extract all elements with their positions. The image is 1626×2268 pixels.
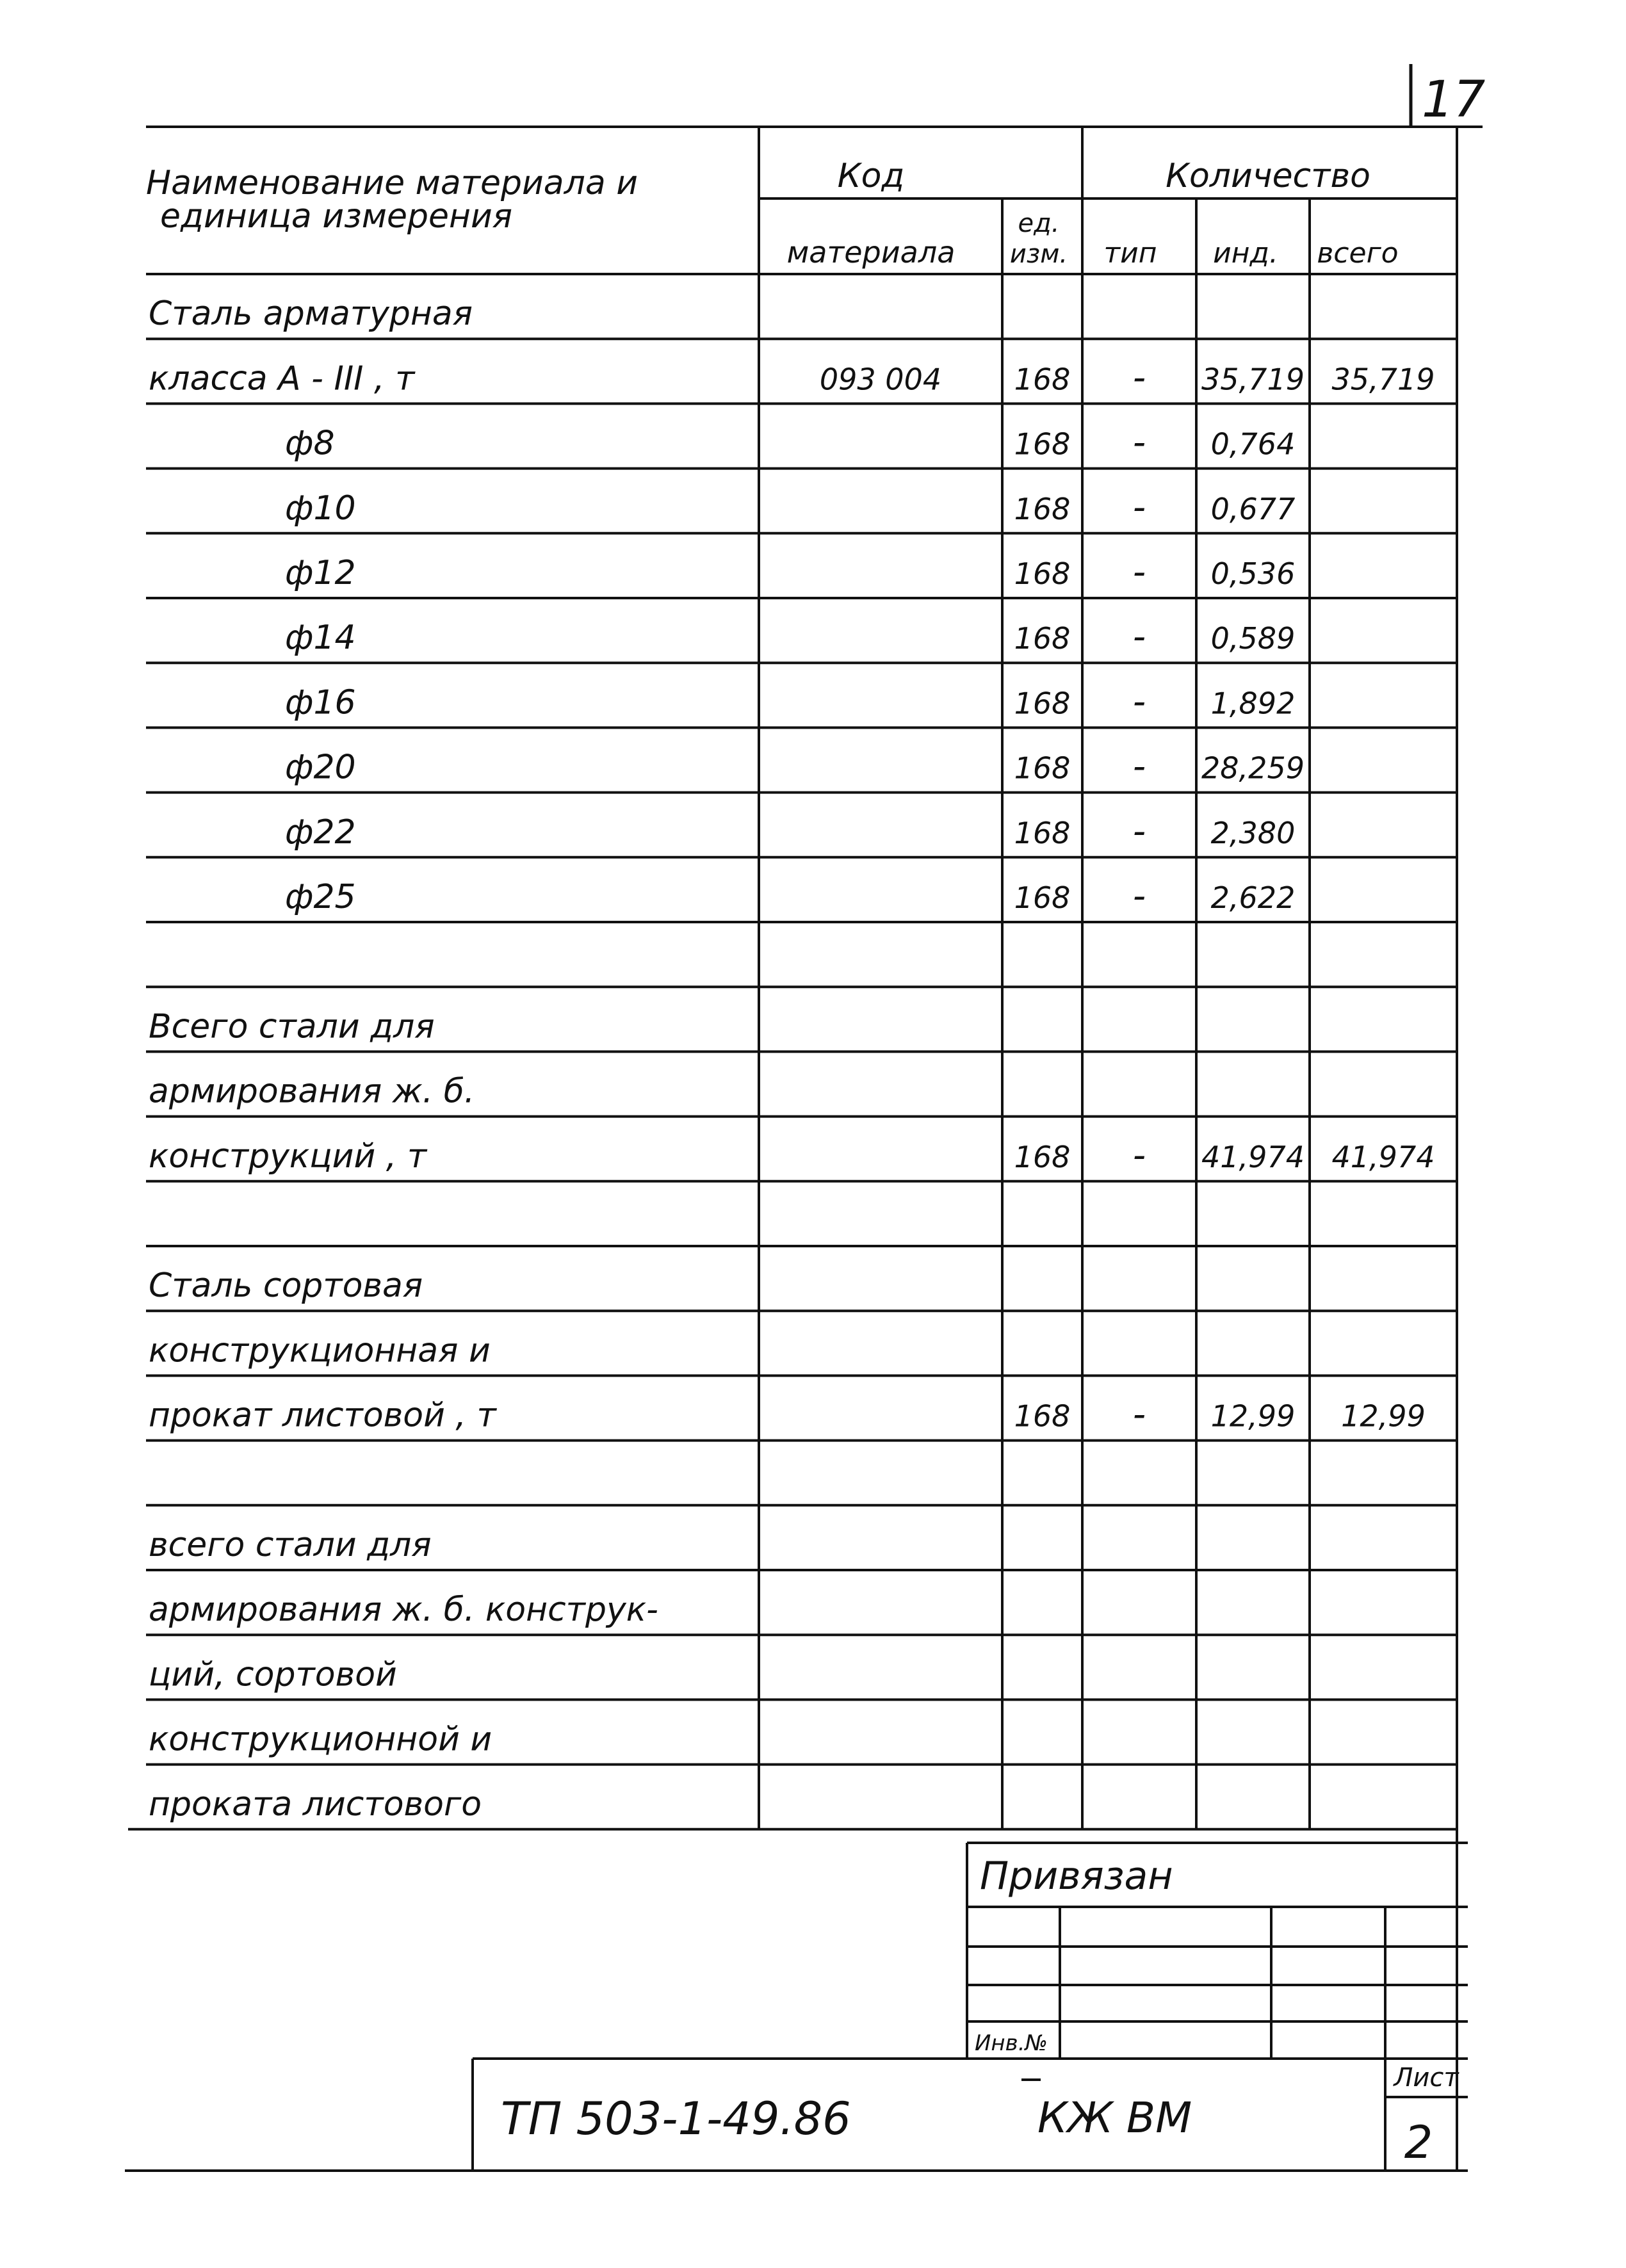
table-row — [149, 1591, 658, 1629]
row-unit: 168 — [1014, 362, 1071, 397]
row-typ: - — [1132, 745, 1146, 788]
row-ind: 35,719 — [1201, 362, 1305, 397]
row-name: Сталь сортовая — [149, 1267, 423, 1306]
row-typ: - — [1132, 810, 1146, 852]
row-unit: 168 — [1014, 1139, 1071, 1174]
row-name: ф20 — [285, 748, 356, 787]
row-total: 12,99 — [1341, 1398, 1426, 1434]
row-unit: 168 — [1014, 556, 1071, 591]
row-name: ф10 — [285, 489, 356, 528]
row-name: армирования ж. б. конструк- — [149, 1591, 658, 1630]
row-name: конструкций , т — [149, 1137, 427, 1176]
row-ind: 2,622 — [1210, 880, 1296, 915]
row-typ: - — [1132, 486, 1146, 528]
row-total: 41,974 — [1331, 1139, 1435, 1174]
header-ind: инд. — [1213, 237, 1278, 270]
header-typ: тип — [1103, 237, 1157, 270]
row-name: проката листового — [149, 1785, 482, 1824]
row-unit: 168 — [1014, 815, 1071, 850]
row-typ: - — [1132, 875, 1146, 917]
row-unit: 168 — [1014, 491, 1071, 526]
table-row — [149, 1073, 475, 1111]
row-ind: 2,380 — [1210, 815, 1296, 850]
document-code: ТП 503-1-49.86 — [501, 2093, 851, 2145]
row-typ: - — [1132, 1393, 1146, 1436]
row-unit: 168 — [1014, 880, 1071, 915]
row-name: конструкционной и — [149, 1720, 492, 1759]
table-row — [149, 1526, 432, 1564]
row-unit: 168 — [1014, 426, 1071, 462]
table-row — [149, 1785, 482, 1824]
row-ind: 28,259 — [1201, 750, 1305, 786]
row-name: ф8 — [285, 424, 335, 463]
row-unit: 168 — [1014, 1398, 1071, 1434]
row-name: ф16 — [285, 683, 356, 722]
row-typ: - — [1132, 616, 1146, 658]
document-mark: КЖ ВМ — [1037, 2093, 1192, 2142]
row-total: 35,719 — [1331, 362, 1435, 397]
header-name-line1: Наименование материала и — [146, 164, 638, 202]
row-typ: - — [1132, 421, 1146, 464]
table-row — [149, 1267, 423, 1305]
row-name: класса А - III , т — [149, 359, 415, 398]
row-name: конструкционная и — [149, 1331, 491, 1370]
table-row — [149, 1655, 397, 1694]
row-name: ф22 — [285, 813, 356, 852]
table-row — [149, 295, 473, 333]
row-code: 093 004 — [819, 362, 942, 397]
table-row — [149, 1331, 491, 1370]
binding-title: Привязан — [980, 1854, 1173, 1899]
row-name: ф25 — [285, 878, 356, 916]
row-ind: 0,677 — [1210, 491, 1296, 526]
row-ind: 41,974 — [1201, 1139, 1305, 1174]
row-typ: - — [1132, 681, 1146, 723]
row-typ: - — [1132, 1134, 1146, 1176]
header-material: материала — [786, 235, 955, 270]
page-number: 17 — [1422, 71, 1486, 129]
sheet-number: 2 — [1404, 2116, 1433, 2169]
row-ind: 1,892 — [1210, 686, 1296, 721]
header-name-line2: единица измерения — [160, 197, 513, 236]
row-name: прокат листовой , т — [149, 1396, 496, 1435]
inventory-number-label: Инв.№ — [975, 2030, 1048, 2056]
row-name: Сталь арматурная — [149, 295, 473, 334]
row-name: ций, сортовой — [149, 1655, 397, 1694]
header-total: всего — [1317, 237, 1399, 270]
table-row — [149, 1007, 435, 1046]
row-name: всего стали для — [149, 1526, 432, 1564]
header-unit-line1: ед. — [1018, 209, 1060, 238]
row-ind: 0,589 — [1210, 621, 1296, 656]
row-name: ф12 — [285, 554, 356, 592]
row-name: ф14 — [285, 619, 356, 658]
row-unit: 168 — [1014, 750, 1071, 786]
row-ind: 0,536 — [1210, 556, 1296, 591]
table-row — [149, 1721, 492, 1759]
row-ind: 12,99 — [1210, 1398, 1296, 1434]
row-typ: - — [1132, 551, 1146, 593]
header-unit-line2: изм. — [1009, 239, 1068, 269]
row-ind: 0,764 — [1210, 426, 1296, 462]
row-unit: 168 — [1014, 621, 1071, 656]
sheet-label: Лист — [1394, 2063, 1459, 2093]
row-unit: 168 — [1014, 686, 1071, 721]
row-name: Всего стали для — [149, 1007, 435, 1046]
row-name: армирования ж. б. — [149, 1072, 475, 1111]
header-quantity: Количество — [1166, 157, 1370, 195]
row-typ: - — [1132, 357, 1146, 399]
header-code: Код — [837, 157, 905, 195]
